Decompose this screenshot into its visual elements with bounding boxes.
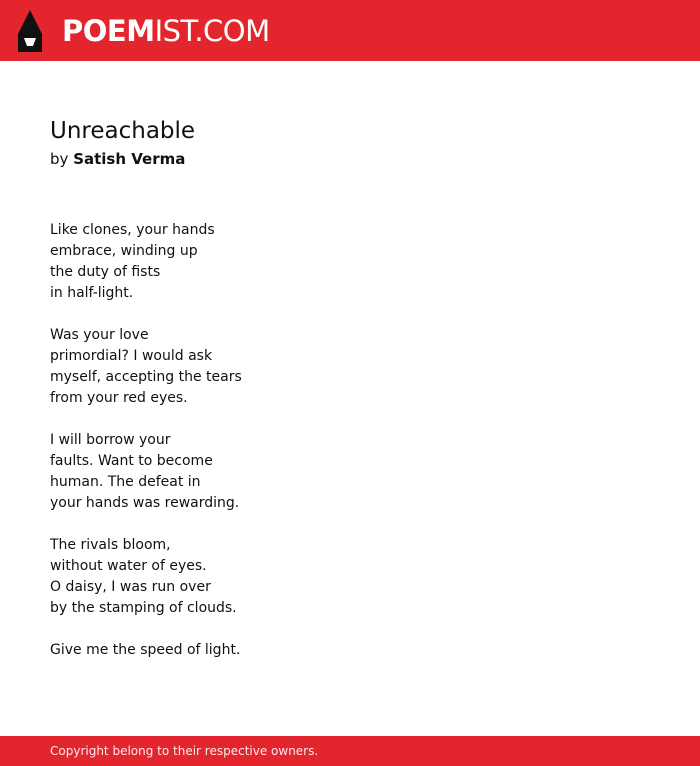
- poem-line: primordial? I would ask: [50, 348, 213, 364]
- poem-line: without water of eyes.: [50, 558, 207, 574]
- site-footer: [0, 736, 700, 766]
- poem-byline: [50, 148, 650, 170]
- poem-line: I will borrow your: [50, 432, 171, 448]
- poem-line: Give me the speed of light.: [50, 642, 241, 658]
- poem-stanza: [50, 640, 650, 661]
- poem-line: your hands was rewarding.: [50, 495, 240, 511]
- brand-light-text: IST.COM: [154, 14, 270, 48]
- poem-line: faults. Want to become: [50, 453, 213, 469]
- by-label: by: [50, 150, 69, 168]
- poem-line: embrace, winding up: [50, 243, 198, 259]
- poem-line: Was your love: [50, 327, 149, 343]
- poem-line: from your red eyes.: [50, 390, 188, 406]
- site-header: [0, 0, 700, 61]
- poem-stanza: [50, 535, 650, 619]
- brand-bold-text: POEM: [62, 14, 155, 48]
- poem-line: O daisy, I was run over: [50, 579, 211, 595]
- poem-line: myself, accepting the tears: [50, 369, 242, 385]
- poem-line: by the stamping of clouds.: [50, 600, 237, 616]
- poem-line: the duty of fists: [50, 264, 161, 280]
- site-logo-link[interactable]: [62, 13, 270, 49]
- poem-line: The rivals bloom,: [50, 537, 171, 553]
- poem-stanza: [50, 430, 650, 514]
- poem-stanza: [50, 220, 650, 304]
- poem-body: [50, 220, 650, 661]
- poem-line: in half-light.: [50, 285, 134, 301]
- copyright-text: Copyright belong to their respective owners.: [50, 744, 319, 758]
- poem-stanza: [50, 325, 650, 409]
- poem-content: [50, 114, 650, 682]
- poem-line: Like clones, your hands: [50, 222, 215, 238]
- poem-line: human. The defeat in: [50, 474, 201, 490]
- poem-title: Unreachable: [50, 118, 196, 144]
- pencil-tip-icon[interactable]: [17, 10, 43, 52]
- author-name[interactable]: Satish Verma: [73, 150, 186, 168]
